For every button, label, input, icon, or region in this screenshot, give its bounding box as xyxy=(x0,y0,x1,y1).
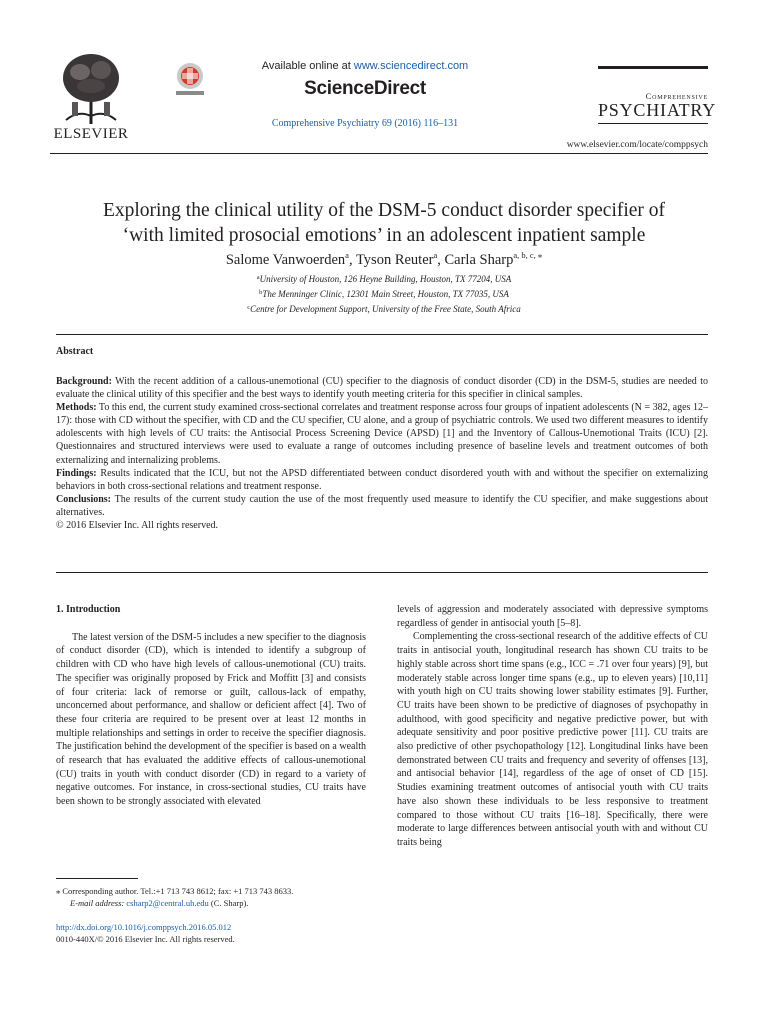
footnote-rule xyxy=(56,878,138,879)
author-affil-mark: a, b, c, ⁎ xyxy=(513,250,543,260)
sciencedirect-link[interactable]: www.sciencedirect.com xyxy=(353,60,469,72)
email-line xyxy=(56,897,386,909)
available-online xyxy=(220,60,510,72)
abstract-conclusions xyxy=(56,493,708,519)
doi-link[interactable]: http://dx.doi.org/10.1016/j.comppsych.2016.05.012 xyxy=(56,922,232,932)
footnote xyxy=(56,885,386,909)
abstract-bottom-rule xyxy=(56,572,708,573)
left-column xyxy=(56,603,366,809)
elsevier-logo xyxy=(50,50,132,140)
title-line-1: Exploring the clinical utility of the DSM-5 conduct disorder specifier of xyxy=(102,200,666,221)
affiliation-text: Centre for Development Support, University of the Free State, South Africa xyxy=(250,304,521,314)
section-heading: 1. Introduction xyxy=(56,604,121,615)
elsevier-tree-icon xyxy=(58,50,124,124)
email-link[interactable]: csharp2@central.uh.edu xyxy=(126,898,209,908)
affil-mark: b xyxy=(259,289,263,296)
author-list: Salome Vanwoerden$^a$, Tyson Reuter$^a$, Carla Sharp$^{a, b, c, ⁎}$ xyxy=(225,250,543,268)
affil-mark: a xyxy=(256,274,260,281)
findings-label: Findings: xyxy=(56,467,97,479)
affil-mark: c xyxy=(247,304,251,311)
publisher-name: ELSEVIER xyxy=(53,126,129,142)
affiliation-line xyxy=(40,301,728,316)
article-title xyxy=(40,198,728,248)
abstract-copyright: © 2016 Elsevier Inc. All rights reserved. xyxy=(56,520,219,532)
sciencedirect-brand: ScienceDirect xyxy=(304,78,426,99)
intro-paragraph: The latest version of the DSM-5 includes a new specifier to the diagnosis of conduct disorder (CD), which is intended to identify a subgroup of children with CD who have high levels of callous-unemotional (CU) traits. The specifier was originally proposed by Frick and Moffitt [3] and consists of four criteria: lack of remorse or guilt, callous-lack of empathy, unconcerned about performance, and shallow or deficient affect [4]. Two of these four criteria are required to be present over at least 12 months in multiple relationships and settings in order to receive the specifier diagnosis. The justification behind the development of the specifier is based on a wealth of research that has evaluated the additive effects of callous-unemotional (CU) traits in youth with conduct disorder (CD) in regard to a variety of negative outcomes. For instance, in cross-sectional studies, CU traits have been shown to be strongly associated with elevated xyxy=(56,631,366,808)
journal-name-small: Comprehensive xyxy=(645,91,708,101)
journal-url[interactable]: www.elsevier.com/locate/comppsych xyxy=(566,140,708,150)
journal-rule-bottom xyxy=(598,123,708,124)
longitudinal-paragraph: Complementing the cross-sectional research of the additive effects of CU traits in antisocial youth, longitudinal research has shown CU traits to be highly stable across short time spans (e.g., ICC = .71 over four years) [9], but moderately stable across longer time spans (e.g., up to eleven years) [10,11] with youth high on CU traits showing lower stability estimates [9]. Further, CU traits have been shown to be predictive of diagnoses of psychopathy in adulthood, with good specificity and negative predictive power, but with adequate sensitivity and poor positive predictive power [11]. CU traits are also predictive of other psychopathology [12]. Longitudinal links have been demonstrated between CU traits and frequency and severity of offenses [13], and antisocial behavior [14], regardless of the age of onset of CD [15]. Studies examining treatment outcomes of antisocial youth with CU traits have also shown these individuals to be less responsive to treatment compared to those without CU traits [16–18]. Specifically, there were moderate to large differences between antisocial youth with and without CU traits being xyxy=(397,631,708,848)
abstract-findings xyxy=(56,467,708,493)
available-prefix: Available online at xyxy=(261,60,354,72)
author-affil-mark: a xyxy=(433,250,438,260)
journal-rule-top xyxy=(598,66,708,69)
header-center xyxy=(220,60,510,129)
background-text: With the recent addition of a callous-unemotional (CU) specifier to the diagnosis of conduct disorder (CD) in the DSM-5, studies are needed to evaluate the clinical utility of this specifier and the best ways to identify youth meeting criteria for this specifier in clinical samples. xyxy=(56,376,708,401)
email-label: E-mail address: xyxy=(70,898,127,908)
background-label: Background: xyxy=(56,376,112,387)
abstract-methods xyxy=(56,401,708,466)
abstract-background xyxy=(56,375,708,401)
header-divider xyxy=(50,153,708,154)
author-name: Salome Vanwoerden xyxy=(225,252,346,268)
affiliation-line xyxy=(40,271,728,286)
doi-block xyxy=(56,921,386,945)
conclusions-label: Conclusions: xyxy=(56,493,112,505)
abstract-body xyxy=(56,375,708,532)
corresponding-author: ⁎ Corresponding author. Tel.:+1 713 743 8612; fax: +1 713 743 8633. xyxy=(56,886,294,896)
abstract-heading: Abstract xyxy=(56,346,94,357)
affiliation-line xyxy=(40,286,728,301)
email-suffix: (C. Sharp). xyxy=(208,898,249,908)
journal-name-large: PSYCHIATRY xyxy=(598,100,717,120)
affiliation-text: University of Houston, 126 Heyne Building, Houston, TX 77204, USA xyxy=(259,274,512,284)
journal-logo xyxy=(598,66,717,124)
methods-text: To this end, the current study examined cross-sectional correlates and treatment response across four groups of inpatient adolescents (N = 382, ages 12–17): those with CD without the specifier, with CD and the CU specifier, CU alone, and a group of psychiatric controls. We used two different measures to identify adolescents with high levels of CU traits: the Antisocial Process Screening Device (APSD) [1] and the Inventory of Callous-Unemotional Traits (ICU) [2]. Questionnaires and structured interviews were used to evaluate a range of outcomes including presence of baseline levels and treatment outcomes of both externalizing and internalizing problems. xyxy=(56,402,708,466)
affiliation-text: The Menninger Clinic, 12301 Main Street, Houston, TX 77035, USA xyxy=(262,289,509,299)
right-column xyxy=(397,603,708,850)
title-line-2: ‘with limited prosocial emotions’ in an adolescent inpatient sample xyxy=(122,225,646,246)
author-name: Tyson Reuter xyxy=(355,252,434,268)
author-name: Carla Sharp xyxy=(444,252,514,268)
conclusions-text: The results of the current study caution the use of the most frequently used measure to identify the CU specifier, and make suggestions about alternatives. xyxy=(56,493,708,518)
issn-copyright: 0010-440X/© 2016 Elsevier Inc. All rights reserved. xyxy=(56,934,235,944)
affiliations xyxy=(40,271,728,316)
author-affil-mark: a xyxy=(345,250,349,260)
journal-citation[interactable]: Comprehensive Psychiatry 69 (2016) 116–131 xyxy=(271,118,459,129)
intro-continued-paragraph: levels of aggression and moderately associated with depressive symptoms regardless of gender in antisocial youth [5–8]. xyxy=(397,604,708,629)
abstract-top-rule xyxy=(56,334,708,335)
findings-text: Results indicated that the ICU, but not the APSD differentiated between conduct disordered youth with and without the specifier on externalizing behaviors in both cross-sectional relations and treatment response. xyxy=(56,467,708,492)
crossmark-icon[interactable] xyxy=(174,62,206,98)
methods-label: Methods: xyxy=(56,402,97,414)
